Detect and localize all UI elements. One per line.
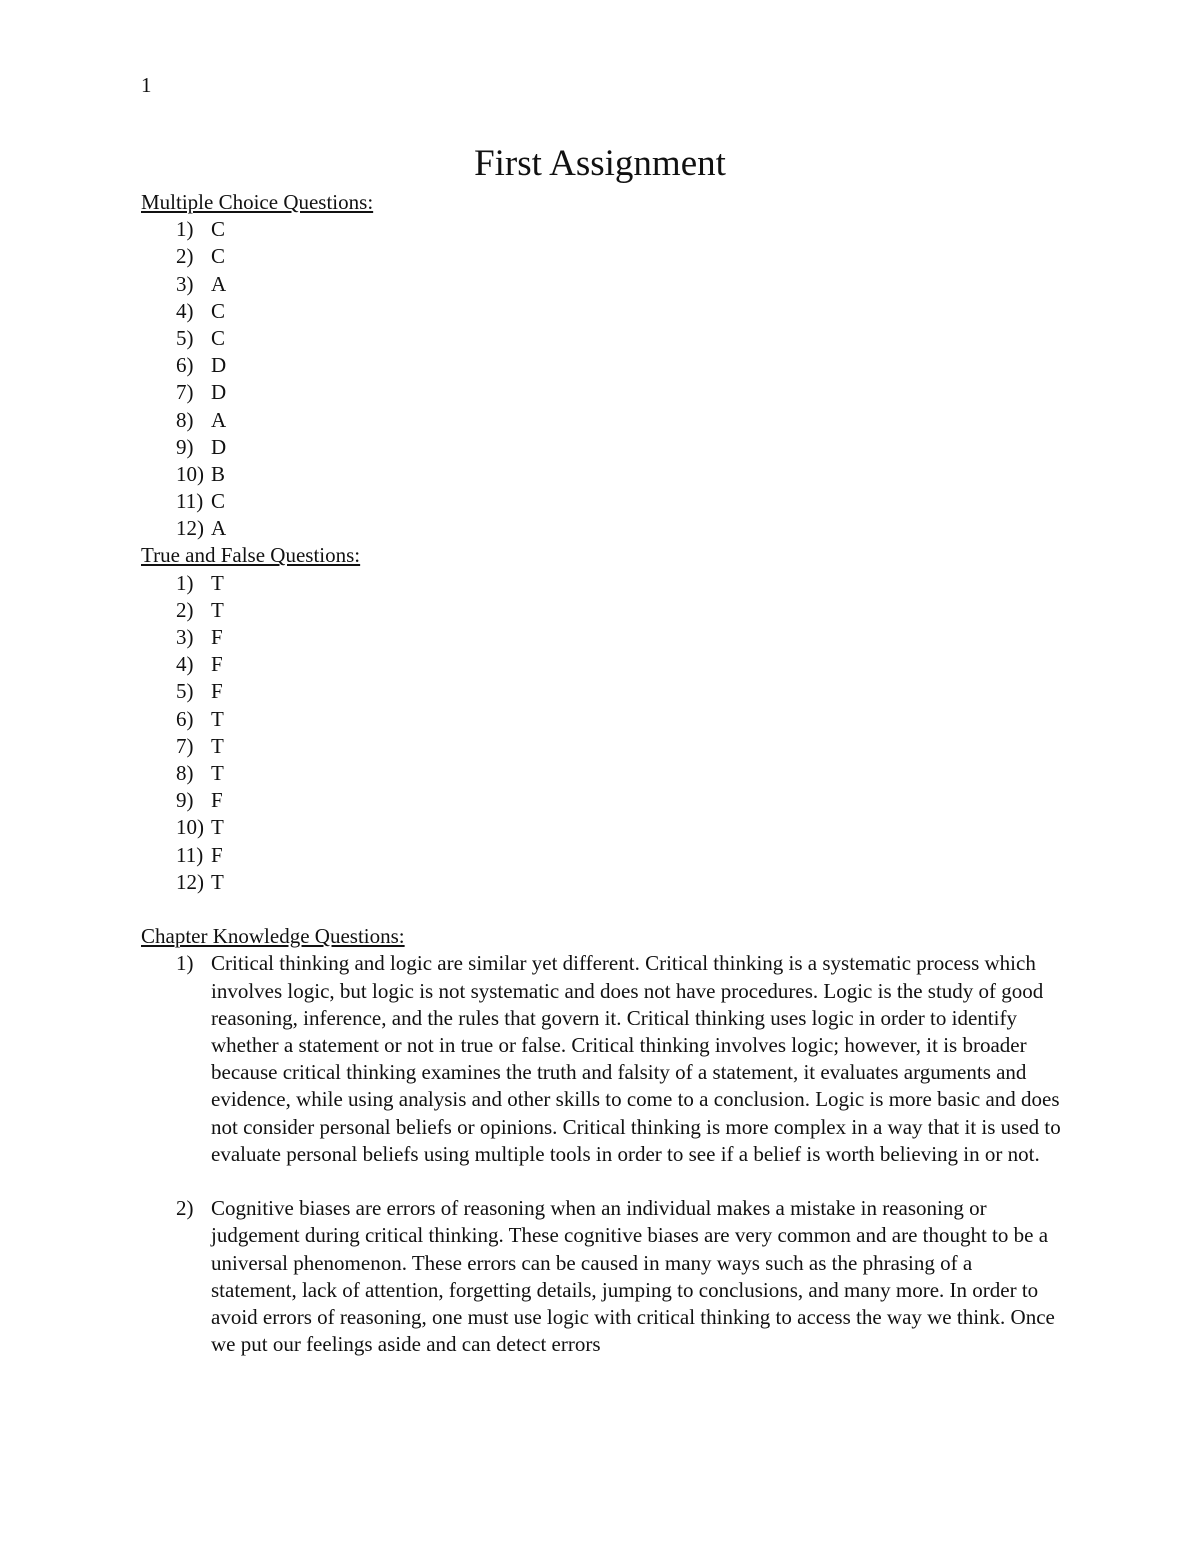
item-number: 12)	[176, 869, 204, 894]
item-number: 10)	[176, 461, 204, 486]
item-answer: C	[211, 217, 226, 242]
list-item	[141, 515, 1061, 542]
item-number: 1)	[176, 570, 194, 595]
blank-line	[141, 896, 1061, 923]
list-item	[141, 787, 1061, 814]
item-number: 9)	[176, 788, 194, 813]
item-answer: F	[211, 679, 223, 704]
item-number: 6)	[176, 353, 194, 378]
list-item	[141, 434, 1061, 461]
list-item	[141, 325, 1061, 352]
blank-line	[141, 1168, 1061, 1195]
item-answer: B	[211, 461, 226, 486]
item-number: 11)	[176, 842, 204, 867]
item-number: 10)	[176, 815, 204, 840]
item-answer: T	[211, 597, 224, 622]
item-answer: F	[211, 842, 223, 867]
item-answer: C	[211, 325, 226, 350]
document-title: First Assignment	[474, 143, 726, 184]
item-number: 7)	[176, 380, 194, 405]
list-item	[141, 488, 1061, 515]
item-number: 9)	[176, 434, 194, 459]
item-number: 2)	[176, 244, 194, 269]
list-item	[141, 733, 1061, 760]
item-number: 12)	[176, 516, 204, 541]
item-answer: F	[211, 652, 223, 677]
item-number: 5)	[176, 679, 194, 704]
list-item	[141, 651, 1061, 678]
multiple-choice-heading: Multiple Choice Questions:	[141, 190, 374, 214]
item-number: 8)	[176, 760, 194, 785]
list-item	[141, 950, 1061, 1168]
item-answer: D	[211, 353, 227, 378]
item-number: 2)	[176, 1196, 194, 1221]
list-item	[141, 298, 1061, 325]
list-item	[141, 1195, 1061, 1358]
true-false-list	[141, 570, 1061, 896]
item-number: 2)	[176, 597, 194, 622]
item-answer: T	[211, 869, 224, 894]
item-number: 6)	[176, 706, 194, 731]
item-number: 3)	[176, 625, 194, 650]
list-item	[141, 814, 1061, 841]
item-answer: C	[211, 298, 226, 323]
item-number: 1)	[176, 951, 194, 976]
item-answer: A	[211, 271, 227, 296]
answer-paragraph: Cognitive biases are errors of reasoning when an individual makes a mistake in reasoning or judgement during critical thinking. These cognitive biases are very common and are thought to be a universal phenomenon. These errors can be caused in many ways such as the phrasing of a statement, lack of attention, forgetting details, jumping to conclusions, and many more. In order to avoid errors of reasoning, one must use logic with critical thinking to access the way we think. Once we put our feelings aside and can detect errors	[211, 1196, 1055, 1357]
list-item	[141, 760, 1061, 787]
item-answer: T	[211, 733, 224, 758]
list-item	[141, 379, 1061, 406]
item-number: 7)	[176, 733, 194, 758]
multiple-choice-list	[141, 216, 1061, 542]
item-answer: T	[211, 760, 224, 785]
item-number: 8)	[176, 407, 194, 432]
chapter-knowledge-list	[141, 950, 1061, 1358]
list-item	[141, 271, 1061, 298]
list-item	[141, 842, 1061, 869]
list-item	[141, 243, 1061, 270]
item-answer: C	[211, 244, 226, 269]
answer-paragraph: Critical thinking and logic are similar yet different. Critical thinking is a systematic process which involves logic, but logic is not systematic and does not have procedures. Logic is the study of good reasoning, inference, and the rules that govern it. Critical thinking uses logic in order to identify whether a statement or not in true or false. Critical thinking involves logic; however, it is broader because critical thinking examines the truth and falsity of a statement, it evaluates arguments and evidence, while using analysis and other skills to come to a conclusion. Logic is more basic and does not consider personal beliefs or opinions. Critical thinking is more complex in a way that it is used to evaluate personal beliefs using multiple tools in order to see if a belief is worth believing in or not.	[211, 951, 1061, 1166]
item-answer: D	[211, 380, 227, 405]
list-item	[141, 570, 1061, 597]
true-false-heading: True and False Questions:	[141, 543, 361, 568]
item-number: 4)	[176, 298, 194, 323]
item-answer: F	[211, 625, 223, 650]
item-number: 5)	[176, 325, 194, 350]
list-item	[141, 461, 1061, 488]
item-answer: T	[211, 706, 224, 731]
list-item	[141, 352, 1061, 379]
document-body	[141, 189, 1061, 1358]
item-answer: A	[211, 407, 227, 432]
list-item	[141, 678, 1061, 705]
item-number: 1)	[176, 217, 194, 242]
list-item	[141, 624, 1061, 651]
list-item	[141, 706, 1061, 733]
item-number: 3)	[176, 271, 194, 296]
item-answer: T	[211, 815, 224, 840]
item-answer: D	[211, 434, 227, 459]
item-number: 4)	[176, 652, 194, 677]
item-answer: T	[211, 570, 224, 595]
chapter-knowledge-heading: Chapter Knowledge Questions:	[141, 924, 405, 949]
page-number: 1	[141, 73, 152, 97]
list-item	[141, 407, 1061, 434]
item-answer: C	[211, 489, 226, 514]
list-item	[141, 216, 1061, 243]
item-answer: F	[211, 788, 223, 813]
list-item	[141, 869, 1061, 896]
item-number: 11)	[176, 489, 204, 514]
item-answer: A	[211, 516, 227, 541]
list-item	[141, 597, 1061, 624]
